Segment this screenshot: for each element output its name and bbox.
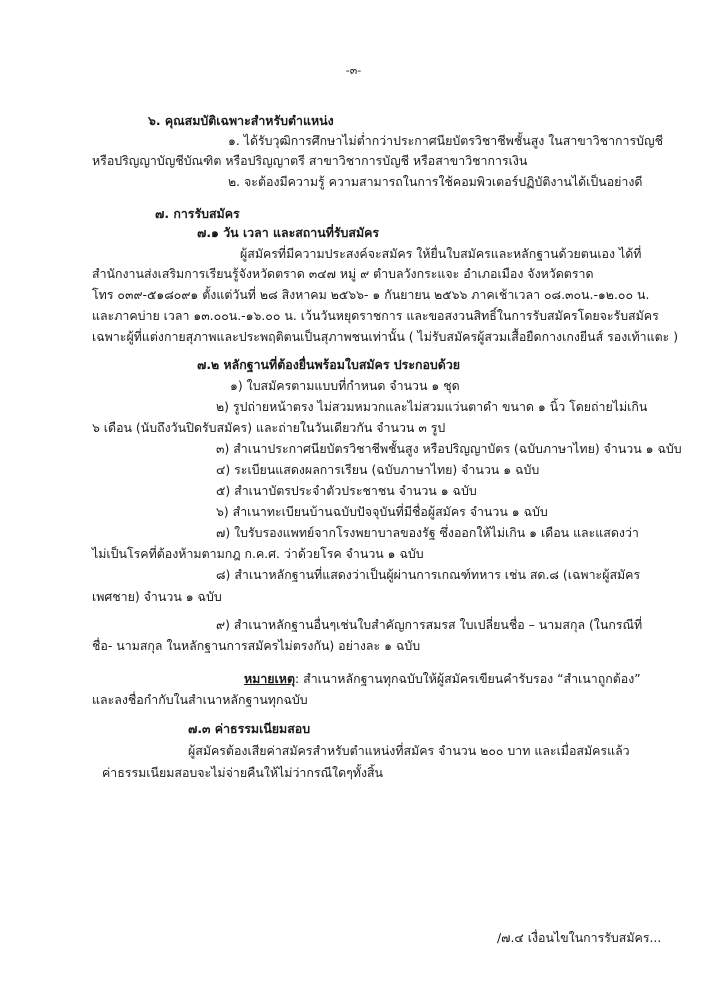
s72-item-1: ๑) ใบสมัครตามแบบที่กำหนด จำนวน ๑ ชุด bbox=[230, 378, 460, 393]
s72-item-8-l2: เพศชาย) จำนวน ๑ ฉบับ bbox=[92, 589, 222, 604]
s72-item-8-l1: ๘) สำเนาหลักฐานที่แสดงว่าเป็นผู้ผ่านการเกณฑ์ทหาร เช่น สด.๘ (เฉพาะผู้สมัคร bbox=[216, 567, 641, 582]
s6-item-1-line1: ๑. ได้รับวุฒิการศึกษาไม่ต่ำกว่าประกาศนียบัตรวิชาชีพชั้นสูง ในสาขาวิชาการบัญชี bbox=[228, 133, 663, 148]
s71-heading: ๗.๑ วัน เวลา และสถานที่รับสมัคร bbox=[197, 225, 380, 240]
s72-item-9-l1: ๙) สำเนาหลักฐานอื่นๆเช่นใบสำคัญการสมรส ใบเปลี่ยนชื่อ – นามสกุล (ในกรณีที่ bbox=[216, 617, 643, 632]
continuation-note: /๗.๔ เงื่อนไขในการรับสมัคร... bbox=[497, 930, 662, 945]
s73-para-l2: ค่าธรรมเนียมสอบจะไม่จ่ายคืนให้ไม่ว่ากรณีใดๆทั้งสิ้น bbox=[102, 765, 384, 780]
s72-item-6: ๖) สำเนาทะเบียนบ้านฉบับปัจจุบันที่มีชื่อผู้สมัคร จำนวน ๑ ฉบับ bbox=[216, 504, 548, 519]
s73-para-l1: ผู้สมัครต้องเสียค่าสมัครสำหรับตำแหน่งที่สมัคร จำนวน ๒๐๐ บาท และเมื่อสมัครแล้ว bbox=[188, 743, 630, 758]
s6-item-2: ๒. จะต้องมีความรู้ ความสามารถในการใช้คอมพิวเตอร์ปฏิบัติงานได้เป็นอย่างดี bbox=[228, 174, 643, 189]
s71-para-l5: เฉพาะผู้ที่แต่งกายสุภาพและประพฤติตนเป็นสุภาพชนเท่านั้น ( ไม่รับสมัครผู้สวมเสื้อยืดกางเกงยีนส์ รองเท้าแตะ ) bbox=[92, 329, 679, 344]
s72-item-4: ๔) ระเบียนแสดงผลการเรียน (ฉบับภาษาไทย) จำนวน ๑ ฉบับ bbox=[216, 462, 540, 477]
s72-item-7-l2: ไม่เป็นโรคที่ต้องห้ามตามกฎ ก.ค.ศ. ว่าด้วยโรค จำนวน ๑ ฉบับ bbox=[92, 546, 424, 561]
s71-para-l1: ผู้สมัครที่มีความประสงค์จะสมัคร ให้ยื่นใบสมัครและหลักฐานด้วยตนเอง ได้ที่ bbox=[240, 246, 642, 261]
s6-item-1-line2: หรือปริญญาบัญชีบัณฑิต หรือปริญญาตรี สาขาวิชาการบัญชี หรือสาขาวิชาการเงิน bbox=[92, 153, 528, 168]
s72-item-2-l1: ๒) รูปถ่ายหน้าตรง ไม่สวมหมวกและไม่สวมแว่นตาดำ ขนาด ๑ นิ้ว โดยถ่ายไม่เกิน bbox=[216, 399, 648, 414]
s72-item-9-l2: ชื่อ- นามสกุล ในหลักฐานการสมัครไม่ตรงกัน) อย่างละ ๑ ฉบับ bbox=[92, 638, 421, 653]
note-label: หมายเหตุ bbox=[244, 671, 296, 686]
s72-item-2-l2: ๖ เดือน (นับถึงวันปิดรับสมัคร) และถ่ายในวันเดียวกัน จำนวน ๓ รูป bbox=[92, 420, 446, 435]
s71-para-l2: สำนักงานส่งเสริมการเรียนรู้จังหวัดตราด ๓๔๗ หมู่ ๙ ตำบลวังกระแจะ อำเภอเมือง จังหวัดตราด bbox=[92, 266, 594, 281]
s71-para-l4: และภาคบ่าย เวลา ๑๓.๐๐น.-๑๖.๐๐ น. เว้นวันหยุดราชการ และขอสงวนสิทธิ์ในการรับสมัครโดยจะรับสมัคร bbox=[92, 308, 659, 323]
s72-item-3: ๓) สำเนาประกาศนียบัตรวิชาชีพชั้นสูง หรือปริญญาบัตร (ฉบับภาษาไทย) จำนวน ๑ ฉบับ bbox=[216, 441, 682, 456]
s73-heading: ๗.๓ ค่าธรรมเนียมสอบ bbox=[188, 721, 311, 736]
s72-item-5: ๕) สำเนาบัตรประจำตัวประชาชน จำนวน ๑ ฉบับ bbox=[216, 483, 477, 498]
note-line1 bbox=[244, 671, 641, 687]
note-line2: และลงชื่อกำกับในสำเนาหลักฐานทุกฉบับ bbox=[92, 692, 308, 707]
s72-heading: ๗.๒ หลักฐานที่ต้องยื่นพร้อมใบสมัคร ประกอบด้วย bbox=[197, 357, 461, 372]
note-text: : สำเนาหลักฐานทุกฉบับให้ผู้สมัครเขียนคำรับรอง “สำเนาถูกต้อง” bbox=[295, 671, 641, 686]
page-number: -๓- bbox=[345, 64, 362, 77]
s71-para-l3: โทร ๐๓๙-๕๑๘๐๙๑ ตั้งแต่วันที่ ๒๘ สิงหาคม ๒๕๖๖- ๑ กันยายน ๒๕๖๖ ภาคเช้าเวลา ๐๘.๓๐น.-๑๒.๐๐ น. bbox=[92, 287, 650, 302]
section-6-heading: ๖. คุณสมบัติเฉพาะสำหรับตำแหน่ง bbox=[148, 113, 334, 128]
s72-item-7-l1: ๗) ใบรับรองแพทย์จากโรงพยาบาลของรัฐ ซึ่งออกให้ไม่เกิน ๑ เดือน และแสดงว่า bbox=[216, 525, 639, 540]
section-7-heading: ๗. การรับสมัคร bbox=[155, 206, 240, 221]
